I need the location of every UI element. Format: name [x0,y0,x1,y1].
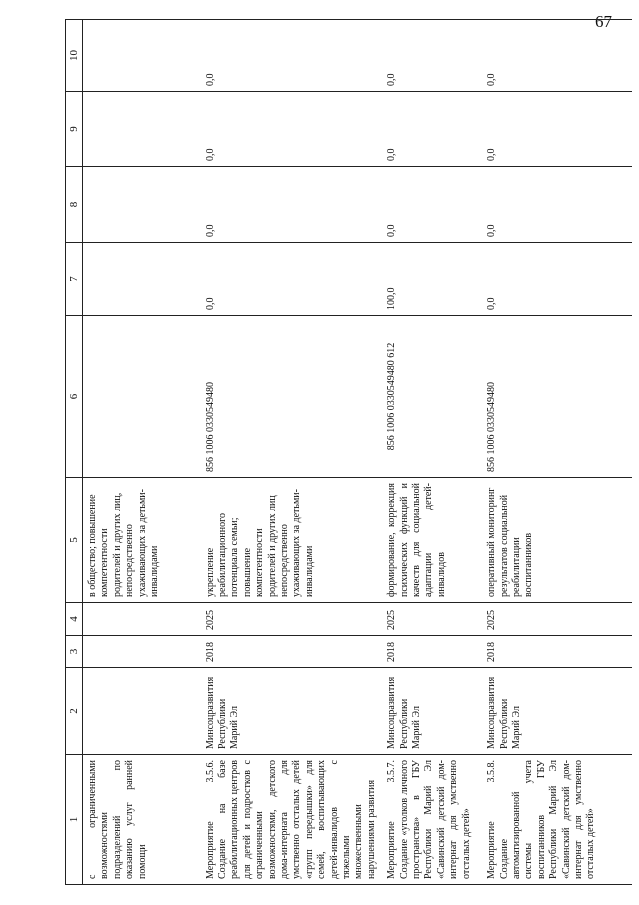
value-cell-8: 0,0 [482,167,632,243]
budget-code-cell: 856 1006 0330549480 612 [382,316,482,478]
value-cell-9: 0,0 [382,92,482,167]
start-year-cell: 2018 [382,636,482,668]
value-cell-9 [83,92,201,167]
header-cell-5: 5 [66,478,83,603]
measure-cell: Мероприятие 3.5.7. Создание «уголков личного пространства» в ГБУ Республики Марий Эл «Савинский детский дом-интернат для умственно отсталых детей» [382,755,482,885]
start-year-cell: 2018 [201,636,383,668]
value-cell-8: 0,0 [201,167,383,243]
header-cell-8: 8 [66,167,83,243]
header-cell-6: 6 [66,316,83,478]
budget-code-cell: 856 1006 0330549480 [482,316,632,478]
start-year-cell [83,636,201,668]
value-cell-10: 0,0 [201,20,383,92]
value-cell-8: 0,0 [382,167,482,243]
measure-cell: Мероприятие 3.5.6. Создание на базе реабилитационных центров для детей и подростков с ограниченными возможностями, детского дома-интерната для умственно отсталых детей «групп передышки» для семей, воспитывающих детей-инвалидов с тяжелыми множественными нарушениями развития [201,755,383,885]
result-cell: в общество; повышение компетентности родителей и других лиц, непосредственно ухаживающих за детьми-инвалидами [83,478,201,603]
executor-cell: Минсоцразвития Республики Марий Эл [382,668,482,755]
value-cell-7: 100,0 [382,243,482,316]
header-cell-9: 9 [66,92,83,167]
header-cell-4: 4 [66,603,83,636]
rotated-table-container [65,0,625,905]
start-year-cell: 2018 [482,636,632,668]
header-cell-1: 1 [66,755,83,885]
header-cell-10: 10 [66,20,83,92]
end-year-cell: 2025 [201,603,383,636]
table-row [382,20,482,885]
measure-cell: с ограниченными возможностями подразделений по оказанию услуг ранней помощи [83,755,201,885]
value-cell-9: 0,0 [201,92,383,167]
end-year-cell: 2025 [482,603,632,636]
value-cell-7: 0,0 [482,243,632,316]
table-row [201,20,383,885]
executor-cell: Минсоцразвития Республики Марий Эл [201,668,383,755]
budget-code-cell [83,316,201,478]
value-cell-10: 0,0 [482,20,632,92]
program-table [65,19,632,885]
column-number-header-row [66,20,83,885]
page-number: 67 [595,12,612,31]
end-year-cell [83,603,201,636]
executor-cell: Минсоцразвития Республики Марий Эл [482,668,632,755]
measure-cell: Мероприятие 3.5.8. Создание автоматизированной системы учета воспитанников ГБУ Республики Марий Эл «Савинский детский дом-интернат для умственно отсталых детей» [482,755,632,885]
value-cell-9: 0,0 [482,92,632,167]
end-year-cell: 2025 [382,603,482,636]
table-row [83,20,201,885]
value-cell-7: 0,0 [201,243,383,316]
value-cell-10: 0,0 [382,20,482,92]
table-row [482,20,632,885]
budget-code-cell: 856 1006 0330549480 [201,316,383,478]
result-cell: оперативный мониторинг результатов социальной реабилитации воспитанников [482,478,632,603]
header-cell-3: 3 [66,636,83,668]
value-cell-8 [83,167,201,243]
header-cell-7: 7 [66,243,83,316]
header-cell-2: 2 [66,668,83,755]
result-cell: укрепление реабилитационного потенциала семьи; повышение компетентности родителей и других лиц непосредственно ухаживающих за детьми-инвалидами [201,478,383,603]
executor-cell [83,668,201,755]
value-cell-10 [83,20,201,92]
value-cell-7 [83,243,201,316]
result-cell: формирование, коррекция психических функций и качеств для социальной адаптации детей-инвалидов [382,478,482,603]
